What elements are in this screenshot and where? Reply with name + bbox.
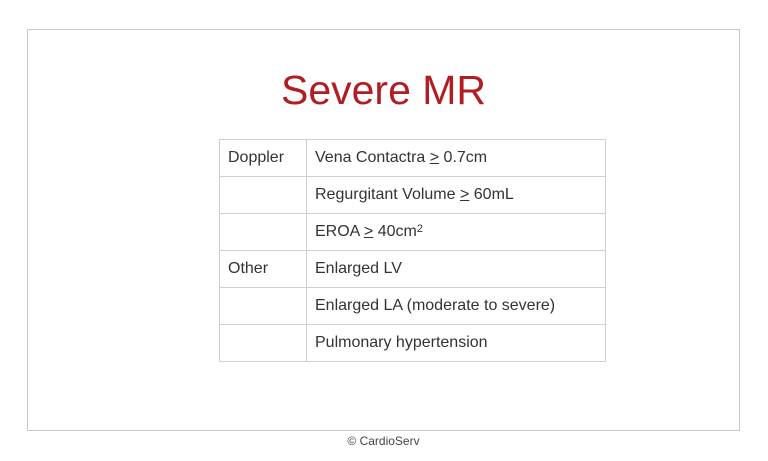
criterion-text: EROA bbox=[315, 223, 364, 240]
greater-equal-symbol: > bbox=[459, 186, 470, 203]
criterion-text: Regurgitant Volume bbox=[315, 186, 460, 203]
criterion-text: Enlarged LA (moderate to severe) bbox=[315, 297, 556, 314]
slide bbox=[27, 29, 740, 448]
table-row bbox=[220, 177, 606, 214]
criteria-table bbox=[219, 139, 606, 362]
table-row bbox=[220, 325, 606, 362]
greater-equal-symbol: > bbox=[429, 149, 440, 166]
criterion-threshold: 60mL bbox=[469, 186, 514, 203]
criterion-cell bbox=[307, 177, 606, 214]
category-cell bbox=[220, 325, 307, 362]
criterion-cell bbox=[307, 214, 606, 251]
table-row bbox=[220, 140, 606, 177]
category-cell: Other bbox=[220, 251, 307, 288]
criterion-text: Enlarged LV bbox=[315, 260, 402, 277]
category-cell bbox=[220, 214, 307, 251]
table-row bbox=[220, 251, 606, 288]
copyright-footer: © CardioServ bbox=[347, 434, 420, 448]
category-cell: Doppler bbox=[220, 140, 307, 177]
category-cell bbox=[220, 177, 307, 214]
criterion-cell bbox=[307, 140, 606, 177]
superscript: 2 bbox=[416, 223, 423, 235]
criterion-cell bbox=[307, 325, 606, 362]
criterion-text: Vena Contactra bbox=[315, 149, 430, 166]
category-cell bbox=[220, 288, 307, 325]
page-title: Severe MR bbox=[280, 67, 487, 113]
criterion-text: Pulmonary hypertension bbox=[315, 334, 488, 351]
criterion-threshold: 40cm bbox=[373, 223, 417, 240]
table-row bbox=[220, 288, 606, 325]
greater-equal-symbol: > bbox=[363, 223, 374, 240]
criterion-cell bbox=[307, 251, 606, 288]
table-row bbox=[220, 214, 606, 251]
criterion-threshold: 0.7cm bbox=[439, 149, 488, 166]
criterion-cell bbox=[307, 288, 606, 325]
